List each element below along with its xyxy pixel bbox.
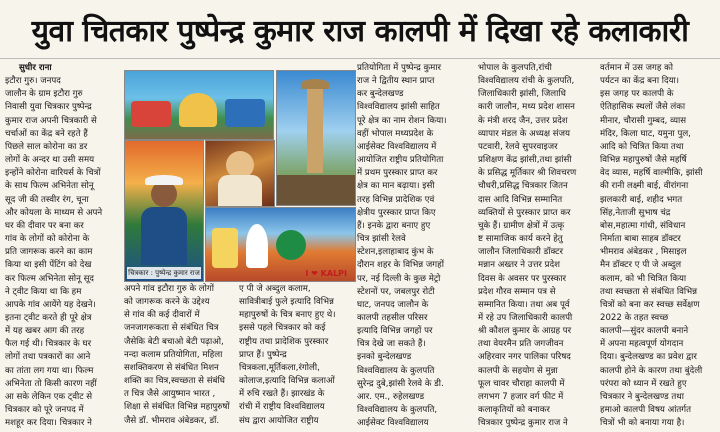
col2-line: को जागरूक करने के उद्देश्य bbox=[124, 297, 210, 308]
col6-line: इस जगह पर कालपी के bbox=[600, 89, 674, 100]
col6-line: कलाम, को भी चित्रित किया bbox=[600, 273, 687, 284]
col3-line: चित्रकला,मूर्तिकला,रंगोली, bbox=[239, 362, 320, 373]
wall-slogan: I ❤ KALPI bbox=[305, 269, 347, 278]
col5-line: चौधरी,प्रसिद्ध चित्रकार जितन bbox=[478, 181, 568, 192]
col3-line: कोलाज,इत्यादि विभिन्न कलाओं bbox=[239, 376, 335, 387]
col1-line: निवासी युवा चित्रकार पुष्पेन्द्र bbox=[5, 102, 92, 113]
col2-line: सशक्तिकरण से संबंधित मिशन bbox=[124, 362, 219, 373]
col5-line: व्यक्तियों से पुरस्कार प्राप्त कर bbox=[478, 207, 571, 218]
col4-line: क्षेत्रीय पुरस्कार प्राप्त किए bbox=[357, 207, 436, 218]
col5-line: फूल चावर चौराहा कालपी में bbox=[478, 378, 565, 389]
col4-line: क्षेत्र का मान बढ़ाया। इसी bbox=[357, 181, 435, 192]
col1-line: के साथ फिल्म अभिनेता सोनू bbox=[5, 181, 94, 192]
col4-line: में प्रथम पुरस्कार प्राप्त कर bbox=[357, 168, 438, 179]
col4-line: वहीं भोपाल मध्यप्रदेश के bbox=[357, 128, 434, 139]
col4-line: आयोजित राष्ट्रीय प्रतियोगिता bbox=[357, 155, 444, 166]
col4-line: दौरान शहर के विभिन्न जगहों bbox=[357, 260, 444, 271]
col6-line: विभिन्न महापुरुषों जैसे महर्षि bbox=[600, 155, 687, 166]
col6-line: दिया। बुन्देलखण्ड का प्रवेश द्वार bbox=[600, 352, 697, 363]
col6-line: चित्रों भी को बनाया गया है। bbox=[600, 418, 685, 429]
col2-line: जैसे डॉ. भीमराव अंबेडकर, डॉ. bbox=[124, 415, 220, 426]
col6-line: कालपी होने के कारण तथा बुंदेली bbox=[600, 365, 703, 376]
col5-line: चित्रकार पुष्पेन्द्र कुमार राज ने bbox=[478, 418, 568, 429]
col4-line: पूरे क्षेत्र का नाम रोशन किया। bbox=[357, 115, 447, 126]
col6-line: मीनार, चौरासी गुम्बद, व्यास bbox=[600, 115, 687, 126]
col1-line: सूद जी की तस्वीर रंग, चूना bbox=[5, 194, 89, 205]
col3-line: राष्ट्रीय तथा प्रादेशिक पुरस्कार bbox=[239, 336, 329, 347]
col4-line: पर, नई दिल्ली के कुछ मेट्रो bbox=[357, 273, 441, 284]
col1-line: लोगों तथा पत्रकारों का आने bbox=[5, 352, 91, 363]
col2-line: से गांव की कई दीवारों में bbox=[124, 310, 200, 321]
col6-line: की रानी लक्ष्मी बाई, वीरांगना bbox=[600, 181, 689, 192]
col4-line: कालपी तहसील परिसर bbox=[357, 312, 428, 323]
col5-line: तथा वेयरमैन प्रति जगजीवन bbox=[478, 339, 564, 350]
col1-line: मशहूर कर दिया। चित्रकार ने bbox=[5, 418, 92, 429]
col3-line: में रुचि रखते हैं। झारखंड के bbox=[239, 389, 325, 400]
article-column-3 bbox=[239, 283, 354, 431]
col6-line: मैन डॉक्टर ए पी जे अब्दुल bbox=[600, 260, 682, 271]
article-column-4 bbox=[357, 62, 475, 430]
col1-line: गांव के लोगों को कोरोना के bbox=[5, 234, 90, 245]
col4-line: आईसेक्ट विश्वविद्यालय bbox=[357, 418, 429, 429]
col5-line: के प्रसिद्ध मूर्तिकार श्री शिवचरण bbox=[478, 168, 577, 179]
col4-line: चित्र देखे जा सकते हैं। bbox=[357, 339, 426, 350]
col3-line: इससे पहले चित्रकार को कई bbox=[239, 323, 326, 334]
article-column-5 bbox=[478, 62, 596, 430]
col2-line: नन्दा कलाम प्रतियोगिता, महिला bbox=[124, 349, 223, 360]
col5-line: पटवारी, रेलवे सुपरवाइजर bbox=[478, 141, 558, 152]
col1-line: चित्रकार को पूरे जनपद में bbox=[5, 405, 84, 416]
col1-line: जालौन के ग्राम इटौरा गुरु bbox=[5, 89, 83, 100]
col6-line: 2022 के तहत स्वच्छ bbox=[600, 312, 669, 323]
col5-line: अहिरवार नगर पालिका परिषद bbox=[478, 352, 571, 363]
col3-line: रांची में राष्ट्रीय विश्वविद्यालय bbox=[239, 402, 325, 413]
col5-line: सम्मानित किया। तथा अब पूर्व bbox=[478, 299, 570, 310]
article-column-6 bbox=[600, 62, 716, 430]
mural-photo-wall bbox=[205, 207, 356, 282]
col6-line: मंदिर, किला घाट, यमुना पुल, bbox=[600, 128, 691, 139]
col6-line: झलकारी बाई, शहीद भगत bbox=[600, 194, 683, 205]
col3-line: सावित्रीबाई फुले इत्यादि विभिन्न bbox=[239, 297, 334, 308]
col6-line: चित्रकार ने बुन्देलखण्ड तथा bbox=[600, 391, 685, 402]
col1-line: चर्चाओं का केंद्र बने रहते हैं bbox=[5, 128, 88, 139]
col1-line: पिछले साल कोरोना का डर bbox=[5, 141, 88, 152]
col6-line: कालपी—सुंदर कालपी बनाने bbox=[600, 326, 689, 337]
col3-line: ए पी जे अब्दुल कलाम, bbox=[239, 284, 311, 294]
col1-line: लोगों के अन्दर था उसी समय bbox=[5, 155, 95, 166]
col4-line: हैं। इनके द्वारा बनाए हुए bbox=[357, 220, 431, 231]
col4-line: आईसेक्ट विश्वविद्यालय में bbox=[357, 141, 437, 152]
col1-line: आपके गांव आयेंगे यह देखने। bbox=[5, 299, 96, 310]
col4-line: तरह विभिन्न प्रादेशिक एवं bbox=[357, 194, 435, 205]
col1-line: में यह खबर आग की तरह bbox=[5, 326, 85, 337]
col2-line: अपने गांव इटौरा गुरु के लोगों bbox=[124, 284, 214, 294]
col4-line: चित्र झांसी रेलवे bbox=[357, 234, 406, 245]
col6-line: आदि को चित्रित किया तथा bbox=[600, 141, 684, 152]
col4-line: प्रतियोगिता में पुष्पेन्द्र कुमार bbox=[357, 63, 441, 73]
col1-line: कर फिल्म अभिनेता सोनू सूद bbox=[5, 273, 94, 284]
col1-line: का तांता लग गया था। फिल्म bbox=[5, 365, 94, 376]
col3-line: महापुरुषों के चित्र बनाए हुए थे। bbox=[239, 310, 336, 321]
col5-line: में रहे उप जिलाधिकारी कालपी bbox=[478, 312, 573, 323]
col5-line: लगभग 7 हजार वर्ग फीट में bbox=[478, 391, 564, 402]
col6-line: वेद व्यास, महर्षि वाल्मीकि, झांसी bbox=[600, 168, 703, 179]
col6-line: वर्तमान में उस जगह को bbox=[600, 63, 673, 73]
col5-line: मन्नान अख्तर ने उत्तर प्रदेश bbox=[478, 260, 560, 271]
col5-line: ष्ट सामाजिक कार्य करने हेतु bbox=[478, 234, 563, 245]
col1-line: अभिनेता तो किसी कारण नहीं bbox=[5, 378, 97, 389]
col2-line: शिक्षा से संबंधित विभिन्न महापुरुषों bbox=[124, 402, 230, 413]
col5-line: प्रदेश गौरव सम्मान पत्र से bbox=[478, 286, 556, 297]
artist-photo bbox=[124, 140, 204, 282]
col5-line: चुके हैं। ग्रामीण क्षेत्रों में उत्कृ bbox=[478, 220, 565, 231]
col1-line: कुमार राज अपनी चित्रकारी से bbox=[5, 115, 97, 126]
col6-line: चित्रों को बना कर स्वच्छ सर्वेक्षण bbox=[600, 299, 700, 310]
col6-line: भीमराव अंबेडकर , मिसाइल bbox=[600, 247, 687, 258]
col4-line: राज ने द्वितीय स्थान प्राप्त bbox=[357, 76, 435, 87]
col4-line: स्टेशनों पर, जबलपुर रोटी bbox=[357, 286, 435, 297]
mural-photo-saint bbox=[205, 140, 275, 207]
col5-line: कलाकृतियों को बनाकर bbox=[478, 405, 550, 416]
col5-line: व्यापार मंडल के अध्यक्ष संजय bbox=[478, 128, 570, 139]
col1-line: किया था इसी पेंटिंग को देख bbox=[5, 260, 92, 271]
col4-line: इत्यादि विभिन्न जगहों पर bbox=[357, 326, 433, 337]
col3-line: संघ द्वारा आयोजित राष्ट्रीय bbox=[239, 415, 319, 426]
col5-line: विश्वविद्यालय रांची के कुलपति, bbox=[478, 76, 575, 87]
mural-photo-garden bbox=[124, 70, 274, 140]
col4-line: विश्वविद्यालय के कुलपति, bbox=[357, 405, 438, 416]
col6-line: पर्यटन का केंद्र बना दिया। bbox=[600, 76, 680, 87]
col6-line: परंपरा को ध्यान में रखते हुए bbox=[600, 378, 687, 389]
mural-photo-tower bbox=[276, 70, 356, 206]
col1-line: इन्होंने कोरोना वारियर्स के चित्रों bbox=[5, 168, 101, 179]
col5-line: भोपाल के कुलपति,रांची bbox=[478, 63, 552, 73]
col2-line: जैसेकि बेटी बचाओ बेटी पढ़ाओ, bbox=[124, 336, 224, 347]
col6-line: हमाओ कालपी विषय आंतर्गत bbox=[600, 405, 692, 416]
col6-line: सिंह,नेताजी सुभाष चंद्र bbox=[600, 207, 671, 218]
col4-line: सुरेन्द्र दुबे,झांसी रेलवे के डी. bbox=[357, 378, 444, 389]
col5-line: जिलाधिकारी झांसी, जिलाधि bbox=[478, 89, 566, 100]
col5-line: दिवस के अवसर पर पुरस्कार bbox=[478, 273, 567, 284]
col1-line: आ सके लेकिन एक ट्वीट से bbox=[5, 391, 93, 402]
col6-line: में अपना महत्वपूर्ण योगदान bbox=[600, 339, 684, 350]
col6-line: तथा स्वच्छता से संबंधित विभिन्न bbox=[600, 286, 698, 297]
col3-line: प्राप्त हैं। पुष्पेन्द्र bbox=[239, 349, 287, 360]
col2-line: शक्ति का चित्र,स्वच्छता से संबंधि bbox=[124, 376, 225, 387]
col2-line: त चित्र जैसे आयुष्मान भारत , bbox=[124, 389, 216, 400]
col1-line: इटौरा गुरु। जनपद bbox=[5, 76, 61, 87]
col4-line: कर बुन्देलखण्ड bbox=[357, 89, 404, 100]
col4-line: आर. एम., रुहेलखण्ड bbox=[357, 391, 425, 402]
col1-line: ने ट्वीट किया था कि हम bbox=[5, 286, 82, 297]
col5-line: कारी जालौन, मध्य प्रदेश शासन bbox=[478, 102, 575, 113]
col6-line: बोस,महात्मा गांधी, संविधान bbox=[600, 220, 686, 231]
col4-line: विश्वविद्यालय झांसी साहित bbox=[357, 102, 440, 113]
col5-line: दास आदि विभिन्न सम्मानित bbox=[478, 194, 563, 205]
article-column-2 bbox=[124, 283, 233, 431]
col1-line: प्रति जागरूक करने का काम bbox=[5, 247, 93, 258]
col6-line: निर्माता बाबा साहब डॉक्टर bbox=[600, 234, 681, 245]
col5-line: प्रशिक्षण केंद्र झांसी,तथा झांसी bbox=[478, 155, 572, 166]
col4-line: स्टेशन,इलाहाबाद कुंभ के bbox=[357, 247, 434, 258]
col5-line: श्री कौशल कुमार के आग्रह पर bbox=[478, 326, 572, 337]
col1-line: घर की दीवार पर बना कर bbox=[5, 220, 84, 231]
col5-line: कालपी के सहयोग से मुन्ना bbox=[478, 365, 558, 376]
col4-line: विश्वविद्यालय के कुलपति bbox=[357, 365, 435, 376]
col1-line: और कोयला के माध्यम से अपने bbox=[5, 207, 103, 218]
byline: सुधीर राना bbox=[19, 63, 52, 73]
headline: युवा चितकार पुष्पेन्द्र कुमार राज कालपी में दिखा रहे कलाकारी bbox=[0, 0, 720, 59]
col1-line: फैल गई थी। चित्रकार के घर bbox=[5, 339, 92, 350]
col4-line: घाट, जनपद जालौन के bbox=[357, 299, 429, 310]
col5-line: के मंत्री शरद जैन, उत्तर प्रदेश bbox=[478, 115, 568, 126]
col5-line: जालौन जिलाधिकारी डॉक्टर bbox=[478, 247, 563, 258]
col4-line: इनको बुन्देलखण्ड bbox=[357, 352, 412, 363]
col6-line: ऐतिहासिक स्थलों जैसे लंका bbox=[600, 102, 686, 113]
col2-line: जनजागरूकता से संबंधित चित्र bbox=[124, 323, 219, 334]
photo-caption: चित्रकार : पुष्पेन्द्र कुमार राज bbox=[128, 269, 200, 277]
article-column-1 bbox=[5, 62, 118, 430]
col1-line: इतना ट्वीट करते ही पूरे क्षेत्र bbox=[5, 312, 92, 323]
